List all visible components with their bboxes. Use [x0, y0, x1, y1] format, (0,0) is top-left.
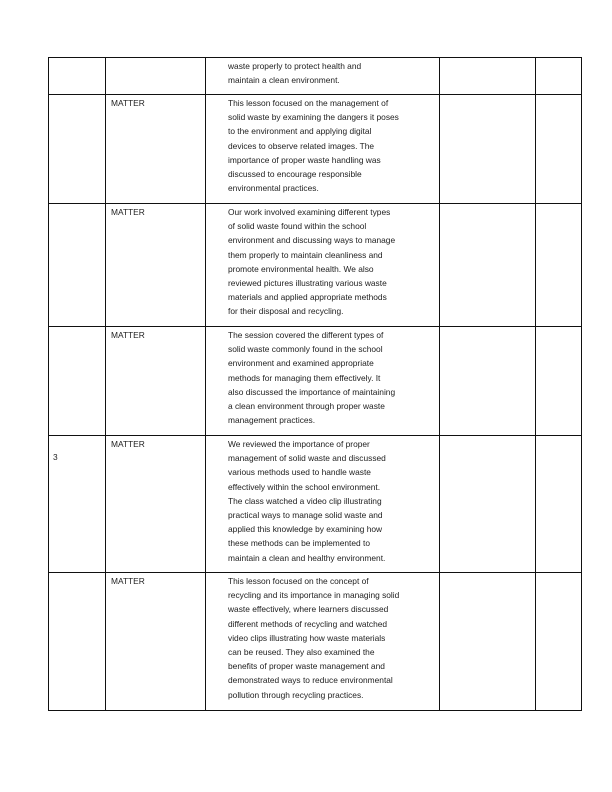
empty-cell	[536, 95, 581, 203]
description-line: solid waste commonly found in the school	[228, 344, 383, 355]
empty-cell	[440, 436, 536, 572]
table-row	[49, 58, 581, 95]
description-cell	[206, 58, 440, 94]
number-cell	[49, 573, 106, 710]
description-line: applied this knowledge by examining how	[228, 524, 383, 535]
description-line: various methods used to handle waste	[228, 467, 371, 478]
description-line: demonstrated ways to reduce environmental	[228, 675, 393, 686]
description-line: environment and examined appropriate	[228, 358, 374, 369]
label-cell	[106, 436, 206, 572]
description-line: can be reused. They also examined the	[228, 647, 375, 658]
description-line: Our work involved examining different types	[228, 207, 391, 217]
description-cell	[206, 327, 440, 435]
table-row	[49, 204, 581, 327]
description-cell	[206, 436, 440, 572]
description-line: methods for managing them effectively. It	[228, 372, 381, 383]
number-cell	[49, 436, 106, 572]
description-line: This lesson focused on the concept of	[228, 576, 369, 586]
description-line: environment and discussing ways to manage	[228, 235, 396, 246]
description-line: This lesson focused on the management of	[228, 98, 389, 108]
row-label: MATTER	[111, 439, 145, 449]
label-cell	[106, 204, 206, 326]
number-cell	[49, 327, 106, 435]
description-line: different methods of recycling and watched	[228, 618, 388, 629]
description-line: benefits of proper waste management and	[228, 661, 385, 672]
description-line: reviewed pictures illustrating various waste	[228, 278, 387, 289]
description-line: solid waste by examining the dangers it poses	[228, 112, 399, 123]
row-label: MATTER	[111, 330, 145, 340]
empty-cell	[536, 204, 581, 326]
description-line: materials and applied appropriate methods	[228, 292, 387, 303]
empty-cell	[440, 204, 536, 326]
description-line: to the environment and applying digital	[228, 126, 372, 137]
description-line: effectively within the school environment.	[228, 481, 381, 492]
row-label: MATTER	[111, 576, 145, 586]
description-line: recycling and its importance in managing solid	[228, 590, 400, 601]
description-line: discussed to encourage responsible	[228, 169, 362, 180]
description-line: these methods can be implemented to	[228, 538, 370, 549]
description-line: We reviewed the importance of proper	[228, 439, 370, 449]
label-cell	[106, 95, 206, 203]
description-line: promote environmental health. We also	[228, 263, 374, 274]
description-line: practical ways to manage solid waste and	[228, 510, 383, 521]
empty-cell	[440, 58, 536, 94]
label-cell	[106, 573, 206, 710]
description-line: also discussed the importance of maintaining	[228, 386, 396, 397]
number-cell	[49, 95, 106, 203]
table-row	[49, 95, 581, 204]
description-cell	[206, 95, 440, 203]
row-label: MATTER	[111, 207, 145, 217]
description-line: video clips illustrating how waste materials	[228, 632, 386, 643]
description-line: The session covered the different types of	[228, 330, 384, 340]
empty-cell	[536, 58, 581, 94]
description-line: maintain a clean environment.	[228, 75, 340, 86]
description-cell	[206, 204, 440, 326]
table-row	[49, 573, 581, 711]
table-row	[49, 327, 581, 436]
description-line: management of solid waste and discussed	[228, 453, 386, 464]
description-line: of solid waste found within the school	[228, 221, 367, 232]
description-line: maintain a clean and healthy environment.	[228, 552, 386, 563]
table-row	[49, 436, 581, 573]
row-label: MATTER	[111, 98, 145, 108]
description-line: importance of proper waste handling was	[228, 154, 381, 165]
number-cell	[49, 58, 106, 94]
lesson-table	[48, 57, 582, 711]
description-line: devices to observe related images. The	[228, 140, 375, 151]
description-line: management practices.	[228, 415, 316, 426]
empty-cell	[536, 327, 581, 435]
description-line: waste effectively, where learners discussed	[228, 604, 389, 615]
description-line: The class watched a video clip illustrating	[228, 495, 382, 506]
description-line: pollution through recycling practices.	[228, 689, 364, 700]
description-line: waste properly to protect health and	[228, 61, 362, 71]
empty-cell	[536, 573, 581, 710]
empty-cell	[440, 327, 536, 435]
empty-cell	[440, 573, 536, 710]
label-cell	[106, 58, 206, 94]
label-cell	[106, 327, 206, 435]
empty-cell	[536, 436, 581, 572]
row-number: 3	[53, 452, 58, 462]
description-line: for their disposal and recycling.	[228, 306, 344, 317]
description-line: environmental practices.	[228, 183, 319, 194]
empty-cell	[440, 95, 536, 203]
description-line: a clean environment through proper waste	[228, 401, 385, 412]
description-cell	[206, 573, 440, 710]
description-line: them properly to maintain cleanliness and	[228, 249, 383, 260]
number-cell	[49, 204, 106, 326]
